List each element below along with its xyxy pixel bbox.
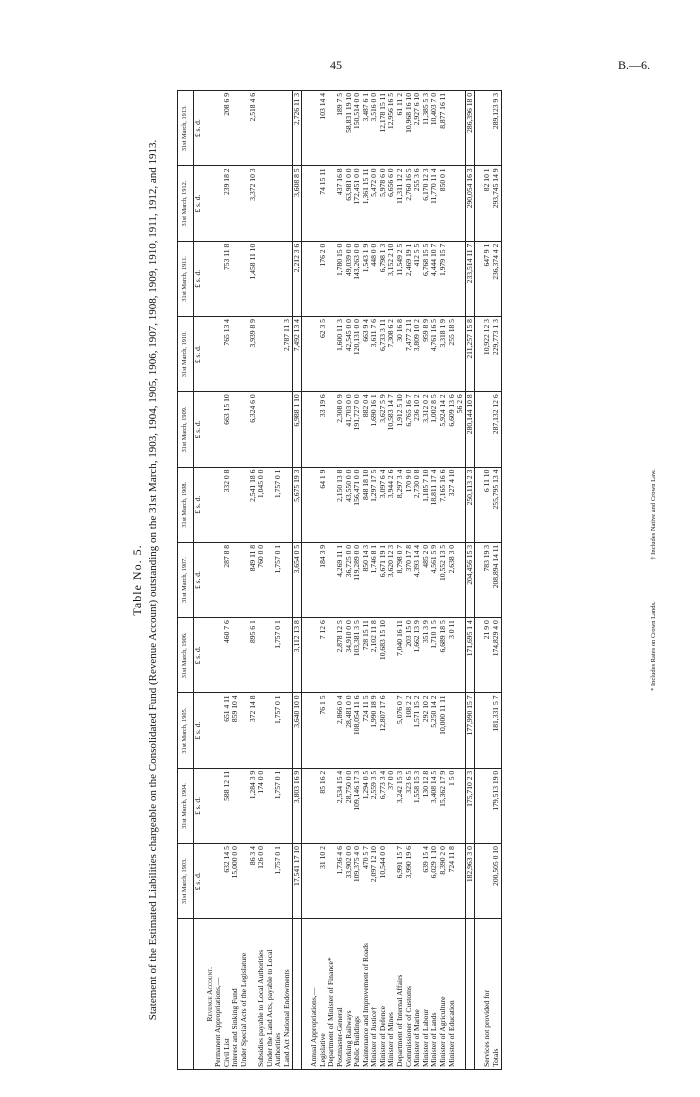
cell-value: 126 0 0 1,757 0 1 [257,844,292,919]
cell-value [206,241,215,316]
spacer-cell [302,768,311,843]
cell-value: 76 1 5 2,866 0 4 28,481 0 0 108,054 11 6 724 11 5 [310,693,370,768]
cell-value: 175,710 2 3 [465,768,475,843]
column-header: 31st March, 1912. [178,166,194,241]
cell-value: 1,990 18 9 12,807 17 6 5,076 0 7 108 2 2 1,571 15 2 292 10 2 5,250 14 2 10,000 11 11 [370,693,465,768]
cell-value: 229,773 1 3 [492,317,501,392]
cell-value: 181,331 5 7 [492,693,501,768]
cell-value [206,166,215,241]
totals-row [492,91,501,1070]
cell-value: 103 14 4 189 7 5 58,831 19 10 150,514 0 0 3,487 6 1 [310,91,370,166]
column-header: 31st March, 1906. [178,618,194,693]
cell-value: 286,396 18 0 [465,91,475,166]
cell-value: 177,990 15 7 [465,693,475,768]
cell-value: 651 4 11 859 10 4 372 14 8 [214,693,257,768]
row-label: Revenue Account. [206,919,215,1070]
cell-value: 3,654 0 5 [292,542,302,617]
spacer-cell [302,91,311,166]
cell-value: 184 3 9 4,269 11 1 36,725 0 0 119,289 0 0 850 14 3 [310,542,370,617]
header-row [178,91,194,1070]
spacer-cell [302,542,311,617]
page-number: 45 [330,58,342,72]
cell-value: 1,746 8 1 6,671 19 1 3,620 12 3 8,798 0 7 370 17 8 4,393 14 4 485 2 0 4,561 5 9 10,552 13 5 2,638 3 0 [370,542,465,617]
cell-value: 74 15 11 437 16 8 63,981 0 0 172,451 0 0 1,361 15 11 [310,166,370,241]
footnote: * Includes Rates on Crown Lands. [650,601,657,691]
row-label [465,919,475,1070]
cell-value: 7,492 13 4 [292,317,302,392]
cell-value: 85 16 2 2,534 15 4 28,750 0 0 109,146 17 3 1,294 0 5 [310,768,370,843]
cell-value: 250,113 2 3 [465,467,475,542]
cell-value: 3,803 16 9 [292,768,302,843]
cell-value: 293,745 14 9 [492,166,501,241]
cell-value: 332 0 8 2,541 18 6 [214,467,257,542]
currency-row [193,91,206,1070]
column-header: 31st March, 1911. [178,241,194,316]
cell-value: 2,559 3 5 6,773 3 4 37 0 0 3,242 15 3 323 6 5 1,558 15 3 130 12 8 3,408 14 5 15,362 17 9 1 5 0 [370,768,465,843]
cell-value: 289,123 9 3 [492,91,501,166]
row-label: Minister of Justice† Minister of Defence Minister of Mines Department of Internal Affairs Commissioner of Customs Minister of Marine Minister of Labour Minister of Lands Minister of Agriculture Minister of Education [370,919,465,1070]
subtotal-row [292,91,302,1070]
cell-value: 632 14 5 15,000 0 0 86 3 4 [214,844,257,919]
cell-value: 82 10 1 [483,166,492,241]
cell-value [206,844,215,919]
cell-value: 280,144 10 8 [465,392,475,467]
currency-unit: £ s. d. [193,91,206,166]
column-header: 31st March, 1908. [178,467,194,542]
currency-unit: £ s. d. [193,768,206,843]
cell-value [257,91,292,166]
liabilities-table [177,90,502,1070]
table-title: Table No. 5. [130,544,144,616]
table-row [257,91,292,1070]
spacer-row [475,91,484,1070]
cell-value: 290,054 16 3 [465,166,475,241]
spacer-cell [475,844,484,919]
table-row [310,91,370,1070]
table-description: Statement of the Estimated Liabilities chargeable on the Consolidated Fund (Revenue Account) outstanding on the 31st March, 1903, 1904, 1905, 1906, 1907, 1908, 1909, 1910, 1911, 1912, and 1913. [147,139,159,1021]
currency-unit: £ s. d. [193,392,206,467]
cell-value: 5,472 0 0 5,978 6 0 6,656 6 0 11,311 12 2 2,760 16 5 255 3 6 6,170 12 3 11,770 11 4 850 0 1 [370,166,465,241]
cell-value [206,768,215,843]
column-header: 31st March, 1909. [178,392,194,467]
cell-value: 208,894 14 11 [492,542,501,617]
row-label: Permanent Appropriations,— Civil List Interest and Sinking Fund Under Special Acts of the Legislature [214,919,257,1070]
currency-unit: £ s. d. [193,542,206,617]
cell-value: 7 12 6 2,878 12 5 34,910 0 0 103,381 3 5 728 15 11 [310,618,370,693]
cell-value [206,618,215,693]
cell-value [206,467,215,542]
row-label: Subsidies payable to Local Authorities Under the Land Acts, payable to Local Authorities Land Act National Endowments [257,919,292,1070]
currency-unit: £ s. d. [193,317,206,392]
cell-value: 233,514 11 7 [465,241,475,316]
spacer-cell [302,241,311,316]
rotated-table-block [130,90,690,1070]
cell-value: 1,045 0 0 1,757 0 1 [257,467,292,542]
column-header: 31st March, 1907. [178,542,194,617]
cell-value: 588 12 11 1,284 3 9 [214,768,257,843]
currency-unit: £ s. d. [193,844,206,919]
cell-value [206,542,215,617]
cell-value: 287 8 8 849 11 8 [214,542,257,617]
column-header: 31st March, 1904. [178,768,194,843]
subtotal-row [465,91,475,1070]
cell-value: 448 0 0 6,798 1 3 3,152 2 10 11,549 2 5 2,469 19 1 412 5 5 6,768 15 5 4,444 10 7 1,979 15 7 [370,241,465,316]
cell-value: 765 13 4 3,939 8 9 [214,317,257,392]
section-reference: B.—6. [618,58,651,72]
cell-value: 5,675 19 3 [292,467,302,542]
cell-value: 33 19 6 2,308 0 9 41,703 0 0 191,727 0 0 882 0 4 [310,392,370,467]
cell-value: 3,112 13 8 [292,618,302,693]
column-header: 31st March, 1910. [178,317,194,392]
cell-value [206,317,215,392]
row-label: Totals [492,919,501,1070]
cell-value [206,91,215,166]
cell-value: 31 10 2 1,736 4 6 33,902 0 0 109,375 4 0 470 5 7 [310,844,370,919]
cell-value: 171,695 1 4 [465,618,475,693]
header-blank [178,919,194,1070]
cell-value: 647 9 1 [483,241,492,316]
cell-value: 753 11 8 1,458 11 10 [214,241,257,316]
cell-value: 287,132 12 6 [492,392,501,467]
row-label: Annual Appropriations,— Legislative Department of Minister of Finance* Postmaster-General Working Railways Public Buildings Maintenance and Improvement of Roads [310,919,370,1070]
cell-value: 174,829 4 0 [492,618,501,693]
caption [130,90,160,1070]
cell-value: 62 3 5 1,600 11 3 42,545 0 0 120,131 0 0 663 9 4 [310,317,370,392]
cell-value: 236,374 4 2 [492,241,501,316]
spacer-cell [302,618,311,693]
cell-value: 2,726 11 3 [292,91,302,166]
spacer-cell [475,768,484,843]
cell-value: 6 11 10 [483,467,492,542]
cell-value [206,693,215,768]
spacer-cell [475,392,484,467]
cell-value: 1,757 0 1 [257,693,292,768]
cell-value: 460 7 6 895 6 1 [214,618,257,693]
currency-unit: £ s. d. [193,467,206,542]
spacer-cell [302,392,311,467]
cell-value: 1,690 16 1 3,627 5 9 10,583 14 7 1,912 5 10 6,765 16 7 236 10 2 3,312 0 2 1,002 8 5 5,924 14 2 6,609 13 6 56 2 6 [370,392,465,467]
cell-value: 1,757 0 1 [257,618,292,693]
table-row [370,91,465,1070]
cell-value: 783 19 3 [483,542,492,617]
cell-value: 3,608 8 5 [292,166,302,241]
cell-value: 3,611 7 6 6,733 3 11 7,308 6 2 30 16 8 7,477 2 11 3,809 10 2 959 8 9 4,761 16 5 3,318 1 9 255 18 5 [370,317,465,392]
cell-value [257,241,292,316]
cell-value: 2,787 11 3 [257,317,292,392]
cell-value: 239 18 2 3,372 10 3 [214,166,257,241]
table-row [206,91,215,1070]
footnote: † Includes Native and Crown Law. [650,469,657,560]
cell-value: 21 9 0 [483,618,492,693]
column-header: 31st March, 1903. [178,844,194,919]
cell-value: 179,513 19 0 [492,768,501,843]
spacer-row [302,91,311,1070]
cell-value [257,392,292,467]
cell-value: 663 15 10 6,324 6 0 [214,392,257,467]
cell-value: 17,541 17 10 [292,844,302,919]
cell-value: 204,456 15 3 [465,542,475,617]
cell-value: 176 2 0 1,780 15 0 49,039 0 0 143,263 0 0 1,543 1 9 [310,241,370,316]
spacer-cell [302,166,311,241]
cell-value: 6,988 1 10 [292,392,302,467]
table-row [214,91,257,1070]
column-header: 31st March, 1905. [178,693,194,768]
spacer-cell [302,317,311,392]
cell-value: 174 0 0 1,757 0 1 [257,768,292,843]
spacer-cell [302,467,311,542]
cell-value: 1,297 17 5 3,097 6 4 3,944 2 6 8,297 3 4 170 9 0 2,730 0 8 1,185 7 10 18,811 17 4 7,165 16 6 327 4 10 [370,467,465,542]
cell-value: 200,505 0 10 [492,844,501,919]
cell-value: 208 6 9 2,518 4 6 [214,91,257,166]
cell-value: 211,257 15 8 [465,317,475,392]
currency-blank [193,919,206,1070]
currency-unit: £ s. d. [193,166,206,241]
spacer-cell [475,693,484,768]
cell-value: 64 1 9 2,150 13 8 43,550 0 0 156,471 0 0 848 18 10 [310,467,370,542]
cell-value: 760 0 0 1,757 0 1 [257,542,292,617]
cell-value: 255,795 13 4 [492,467,501,542]
spacer-cell [475,91,484,166]
currency-unit: £ s. d. [193,618,206,693]
cell-value [257,166,292,241]
cell-value: 3,516 0 0 12,178 15 11 12,956 16 5 61 11 2 10,968 16 10 2,927 6 10 11,385 5 3 10,403 7 0 8,877 16 11 [370,91,465,166]
spacer-cell [302,693,311,768]
cell-value: 3,640 10 0 [292,693,302,768]
cell-value: 2,212 3 6 [292,241,302,316]
currency-unit: £ s. d. [193,693,206,768]
cell-value: 10,922 12 3 [483,317,492,392]
cell-value [206,392,215,467]
currency-unit: £ s. d. [193,241,206,316]
cell-value: 182,963 3 0 [465,844,475,919]
row-label [292,919,302,1070]
column-header: 31st March, 1913. [178,91,194,166]
row-label: Services not provided for [483,919,492,1070]
cell-value: 2,097 12 10 10,544 0 0 6,991 15 7 3,990 19 6 639 15 4 6,029 1 10 8,390 2 0 724 11 8 [370,844,465,919]
spacer-cell [302,844,311,919]
cell-value: 2,102 11 8 10,683 15 10 7,040 16 11 203 15 0 1,662 13 9 351 3 9 1,710 1 5 6,689 18 5 3 0 11 [370,618,465,693]
footnotes [650,90,657,1070]
